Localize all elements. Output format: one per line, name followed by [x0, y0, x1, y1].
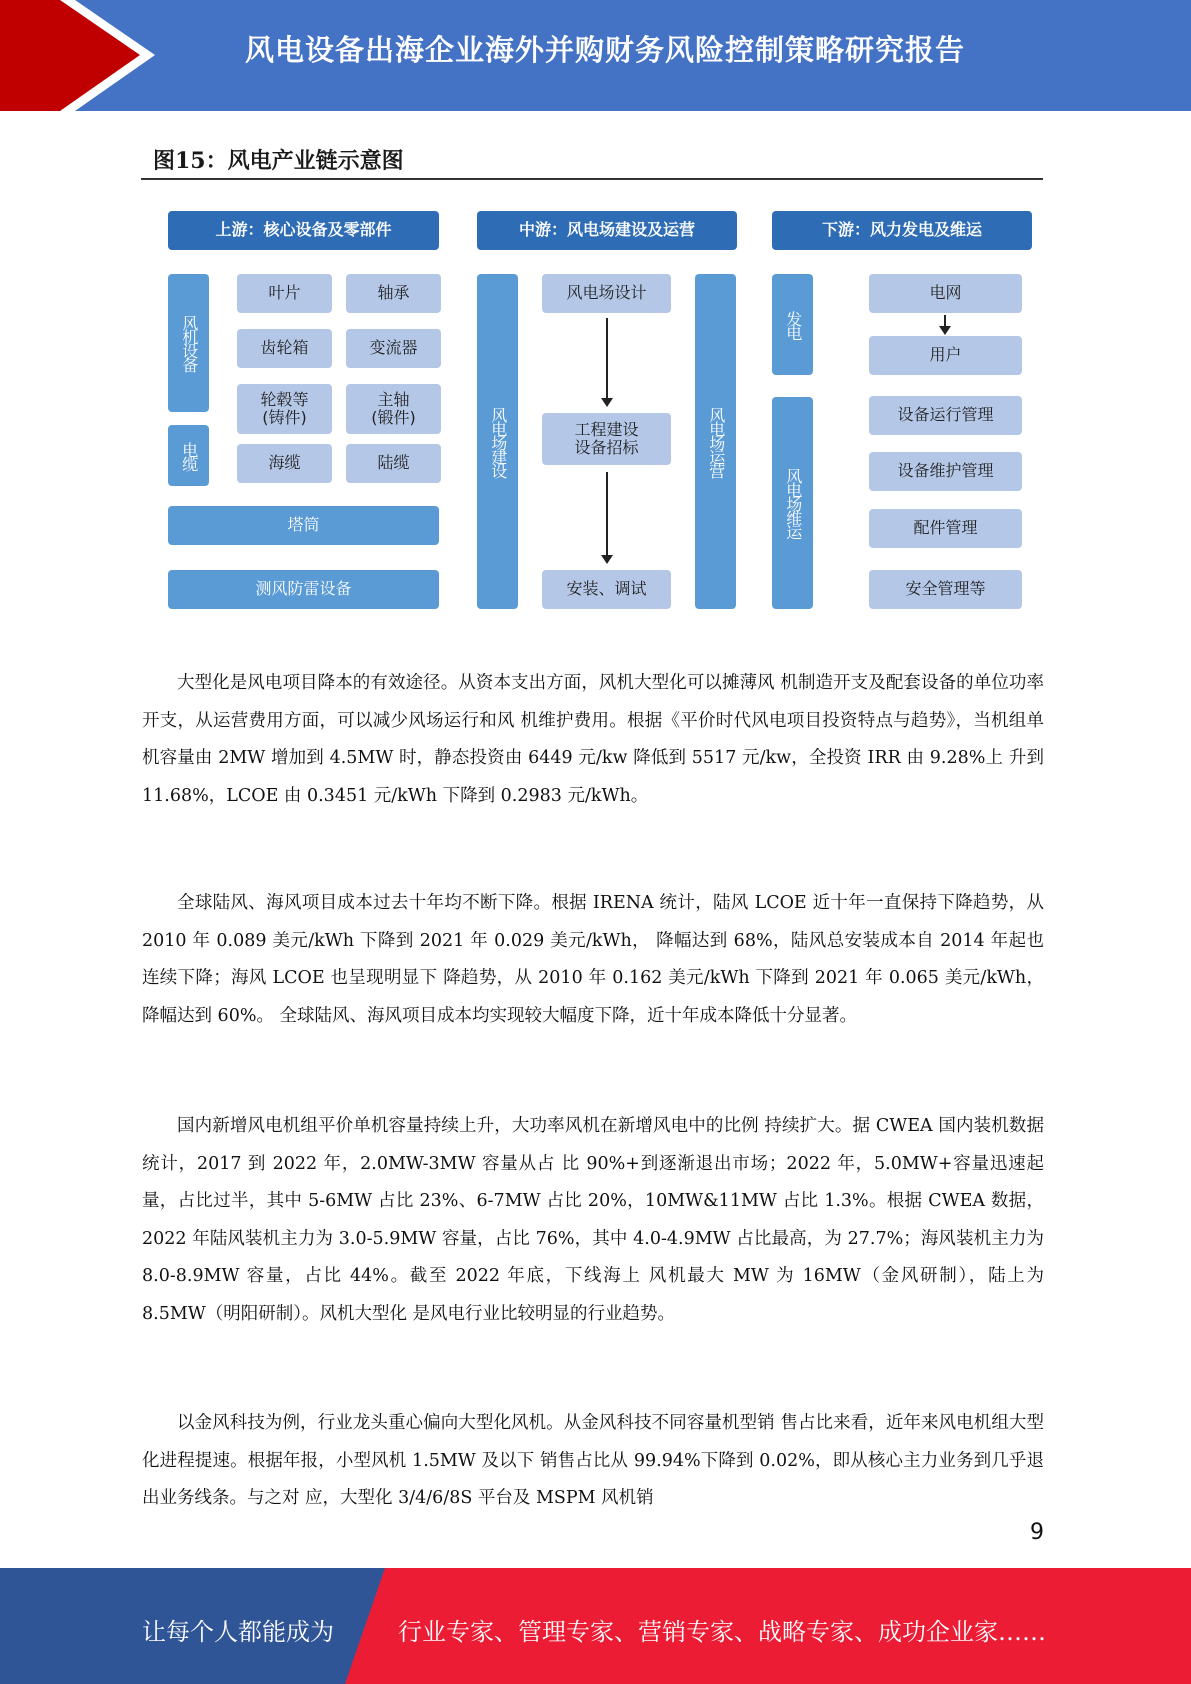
component-box: 叶片	[237, 274, 332, 313]
body-paragraph: 国内新增风电机组平价单机容量持续上升，大功率风机在新增风电中的比例 持续扩大。据 CWEA 国内装机数据统计，2017 到 2022 年，2.0MW-3MW 容量从占 比 90%+到逐渐退出市场；2022 年，5.0MW+容量迅速起量，占比过半，其中 5-6MW 占比 23%、6-7MW 占比 20%，10MW&11MW 占比 1.3%。根据 CWEA 数据，2022 年陆风装机主力为 3.0-5.9MW 容量，占比 76%，其中 4.0-4.9MW 占比最高，为 27.7%；海风装机主力为 8.0-8.9MW 容量，占比 44%。截至 2022 年底，下线海上 风机最大 MW 为 16MW（金风研制），陆上为 8.5MW（明阳研制）。风机大型化 是风电行业比较明显的行业趋势。	[142, 1116, 1044, 1324]
report-title: 风电设备出海企业海外并购财务风险控制策略研究报告	[244, 33, 965, 67]
page-number: 9	[1030, 1520, 1044, 1545]
figure-title-rule	[141, 178, 1043, 180]
footer-slogan-right: 行业专家、管理专家、营销专家、战略专家、成功企业家……	[398, 1618, 1046, 1646]
service-box: 安全管理等	[869, 570, 1022, 609]
upstream-header: 上游：核心设备及零部件	[168, 211, 439, 250]
footer-slogan-left: 让每个人都能成为	[142, 1618, 334, 1646]
component-box: 轮毂等 (铸件)	[237, 384, 332, 434]
body-paragraph: 大型化是风电项目降本的有效途径。从资本支出方面，风机大型化可以摊薄风 机制造开支及配套设备的单位功率开支，从运营费用方面，可以减少风场运行和风 机维护费用。根据《平价时代风电项目投资特点与趋势》，当机组单机容量由 2MW 增加到 4.5MW 时，静态投资由 6449 元/kw 降低到 5517 元/kw，全投资 IRR 由 9.28%上 升到 11.68%，LCOE 由 0.3451 元/kWh 下降到 0.2983 元/kWh。	[142, 673, 1044, 806]
body-paragraph: 以金风科技为例，行业龙头重心偏向大型化风机。从金风科技不同容量机型销 售占比来看，近年来风电机组大型化进程提速。根据年报，小型风机 1.5MW 及以下 销售占比从 99.94%下降到 0.02%，即从核心主力业务到几乎退出业务线条。与之对 应，大型化 3/4/6/8S 平台及 MSPM 风机销	[142, 1413, 1044, 1508]
tower-box: 塔筒	[168, 506, 439, 545]
arrow-down-icon	[606, 472, 608, 562]
component-box: 轴承	[346, 274, 441, 313]
component-box: 变流器	[346, 329, 441, 368]
service-box: 设备运行管理	[869, 396, 1022, 435]
service-box: 设备维护管理	[869, 452, 1022, 491]
generation-group: 发电	[772, 274, 813, 375]
downstream-header: 下游：风力发电及维运	[772, 211, 1032, 250]
component-box: 齿轮箱	[237, 329, 332, 368]
maintenance-group: 风电场维运	[772, 397, 813, 609]
figure-title: 图15：风电产业链示意图	[153, 148, 404, 174]
lightning-protection-box: 测风防雷设备	[168, 570, 439, 609]
arrow-down-icon	[606, 318, 608, 405]
cable-group: 电缆	[168, 425, 209, 486]
step-box: 安装、调试	[542, 570, 671, 609]
component-box: 陆缆	[346, 444, 441, 483]
midstream-header: 中游：风电场建设及运营	[477, 211, 737, 250]
step-box: 风电场设计	[542, 274, 671, 313]
user-box: 用户	[869, 336, 1022, 375]
wind-farm-construction: 风电场建设	[477, 274, 518, 609]
service-box: 配件管理	[869, 509, 1022, 548]
wind-farm-operation: 风电场运营	[695, 274, 736, 609]
step-box: 工程建设 设备招标	[542, 413, 671, 465]
turbine-equipment-group: 风机设备	[168, 274, 209, 412]
arrow-down-icon	[944, 315, 946, 333]
body-paragraph: 全球陆风、海风项目成本过去十年均不断下降。根据 IRENA 统计，陆风 LCOE 近十年一直保持下降趋势，从 2010 年 0.089 美元/kWh 下降到 2021 年 0.029 美元/kWh， 降幅达到 68%，陆风总安装成本自 2014 年起也连续下降；海风 LCOE 也呈现明显下 降趋势，从 2010 年 0.162 美元/kWh 下降到 2021 年 0.065 美元/kWh，降幅达到 60%。 全球陆风、海风项目成本均实现较大幅度下降，近十年成本降低十分显著。	[142, 893, 1044, 1026]
component-box: 海缆	[237, 444, 332, 483]
component-box: 主轴 (锻件)	[346, 384, 441, 434]
grid-box: 电网	[869, 274, 1022, 313]
